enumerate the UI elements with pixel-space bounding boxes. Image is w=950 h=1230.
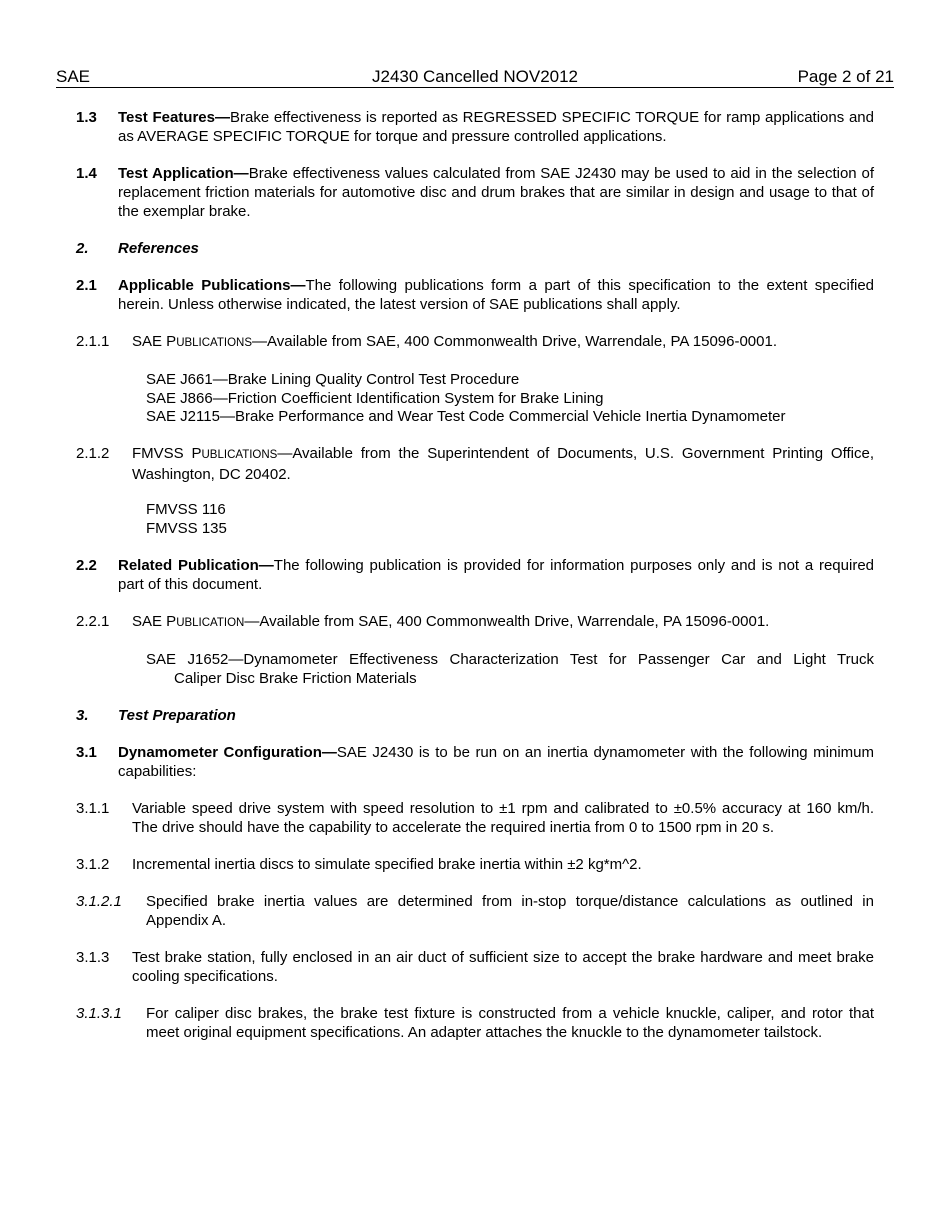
section-title: Dynamometer Configuration— (118, 744, 337, 761)
section-1-3 (118, 108, 874, 146)
header-right: Page 2 of 21 (797, 67, 894, 86)
reference-item: SAE J866—Friction Coefficient Identification System for Brake Lining (146, 390, 604, 407)
section-3-1-2: Incremental inertia discs to simulate specified brake inertia within ±2 kg*m^2. (132, 856, 642, 873)
section-number: 3.1.3 (76, 949, 110, 966)
pub-smallcaps: UBLICATIONS (176, 337, 253, 349)
section-3-1-3: Test brake station, fully enclosed in an air duct of sufficient size to accept the brake hardware and meet brake cooling specifications. (132, 949, 874, 985)
section-text: Brake effectiveness is reported as REGRESSED SPECIFIC TORQUE for ramp applications and as AVERAGE SPECIFIC TORQUE for torque and pressure controlled applications. (118, 109, 874, 145)
section-3-1-1: Variable speed drive system with speed resolution to ±1 rpm and calibrated to ±0.5% accuracy at 160 km/h. The drive should have the capability to accelerate the required inertia from 0 to 1500 rpm in 20 s. (132, 800, 874, 836)
section-text: The following publication is provided for information purposes only and is not a required part of this document. (118, 557, 875, 593)
pub-smallcaps: UBLICATION (176, 617, 245, 629)
section-number: 2.2 (76, 557, 97, 574)
section-text: —Available from SAE, 400 Commonwealth Drive, Warrendale, PA 15096-0001. (244, 613, 770, 630)
reference-item: FMVSS 116 (146, 501, 226, 518)
section-2-1-2 (132, 444, 874, 484)
section-text: Brake effectiveness values calculated from SAE J2430 may be used to aid in the selection of replacement friction materials for automotive disc and drum brakes that are similar in design and usage to that of the exemplar brake. (118, 165, 874, 220)
reference-item: SAE J1652—Dynamometer Effectiveness Characterization Test for Passenger Car and Light Truck (146, 651, 874, 668)
section-number: 2. (76, 240, 89, 257)
section-1-4 (118, 164, 874, 221)
section-2-1 (118, 276, 874, 314)
section-heading: References (118, 240, 199, 257)
section-title: Test Features— (118, 109, 230, 126)
section-3-1-2-1: Specified brake inertia values are determined from in-stop torque/distance calculations as outlined in Appendix A. (146, 893, 874, 929)
section-number: 3.1.2.1 (76, 893, 122, 910)
section-text: —Available from SAE, 400 Commonwealth Drive, Warrendale, PA 15096-0001. (252, 333, 778, 350)
section-3-1-3-1: For caliper disc brakes, the brake test fixture is constructed from a vehicle knuckle, caliper, and rotor that meet original equipment specifications. An adapter attaches the knuckle to the dynamometer tailstock. (146, 1005, 874, 1041)
section-number: 3. (76, 707, 89, 724)
section-number: 2.2.1 (76, 613, 110, 630)
section-number: 2.1 (76, 277, 97, 294)
header-left: SAE (56, 67, 91, 86)
section-text: SAE J2430 is to be run on an inertia dynamometer with the following minimum capabilities: (118, 744, 875, 780)
section-text: The following publications form a part of this specification to the extent specified herein. Unless otherwise indicated, the latest version of SAE publications shall apply. (118, 277, 875, 313)
section-number: 2.1.2 (76, 445, 110, 462)
pub-prefix: SAE P (132, 333, 177, 350)
reference-item: SAE J2115—Brake Performance and Wear Test Code Commercial Vehicle Inertia Dynamometer (146, 408, 786, 425)
reference-item: SAE J661—Brake Lining Quality Control Test Procedure (146, 371, 520, 388)
section-3-1 (118, 743, 874, 781)
section-text: —Available from the Superintendent of Documents, U.S. Government Printing Office, Washington, DC 20402. (132, 445, 874, 483)
section-number: 3.1.3.1 (76, 1005, 122, 1022)
section-title: Test Application— (118, 165, 249, 182)
header-center: J2430 Cancelled NOV2012 (371, 67, 579, 86)
section-number: 3.1.2 (76, 856, 110, 873)
pub-prefix: FMVSS P (132, 445, 202, 462)
section-number: 2.1.1 (76, 333, 110, 350)
section-2-2 (118, 556, 874, 594)
page-header (56, 67, 894, 88)
section-number: 1.4 (76, 165, 97, 182)
section-title: Related Publication— (118, 557, 274, 574)
section-heading: Test Preparation (118, 707, 236, 724)
reference-item-continued: Caliper Disc Brake Friction Materials (174, 670, 417, 687)
pub-prefix: SAE P (132, 613, 177, 630)
section-number: 3.1.1 (76, 800, 110, 817)
pub-smallcaps: UBLICATIONS (201, 449, 278, 461)
section-2-1-1 (132, 332, 874, 353)
section-title: Applicable Publications— (118, 277, 306, 294)
section-number: 3.1 (76, 744, 97, 761)
section-number: 1.3 (76, 109, 97, 126)
reference-item: FMVSS 135 (146, 520, 227, 537)
section-2-2-1 (132, 612, 874, 633)
